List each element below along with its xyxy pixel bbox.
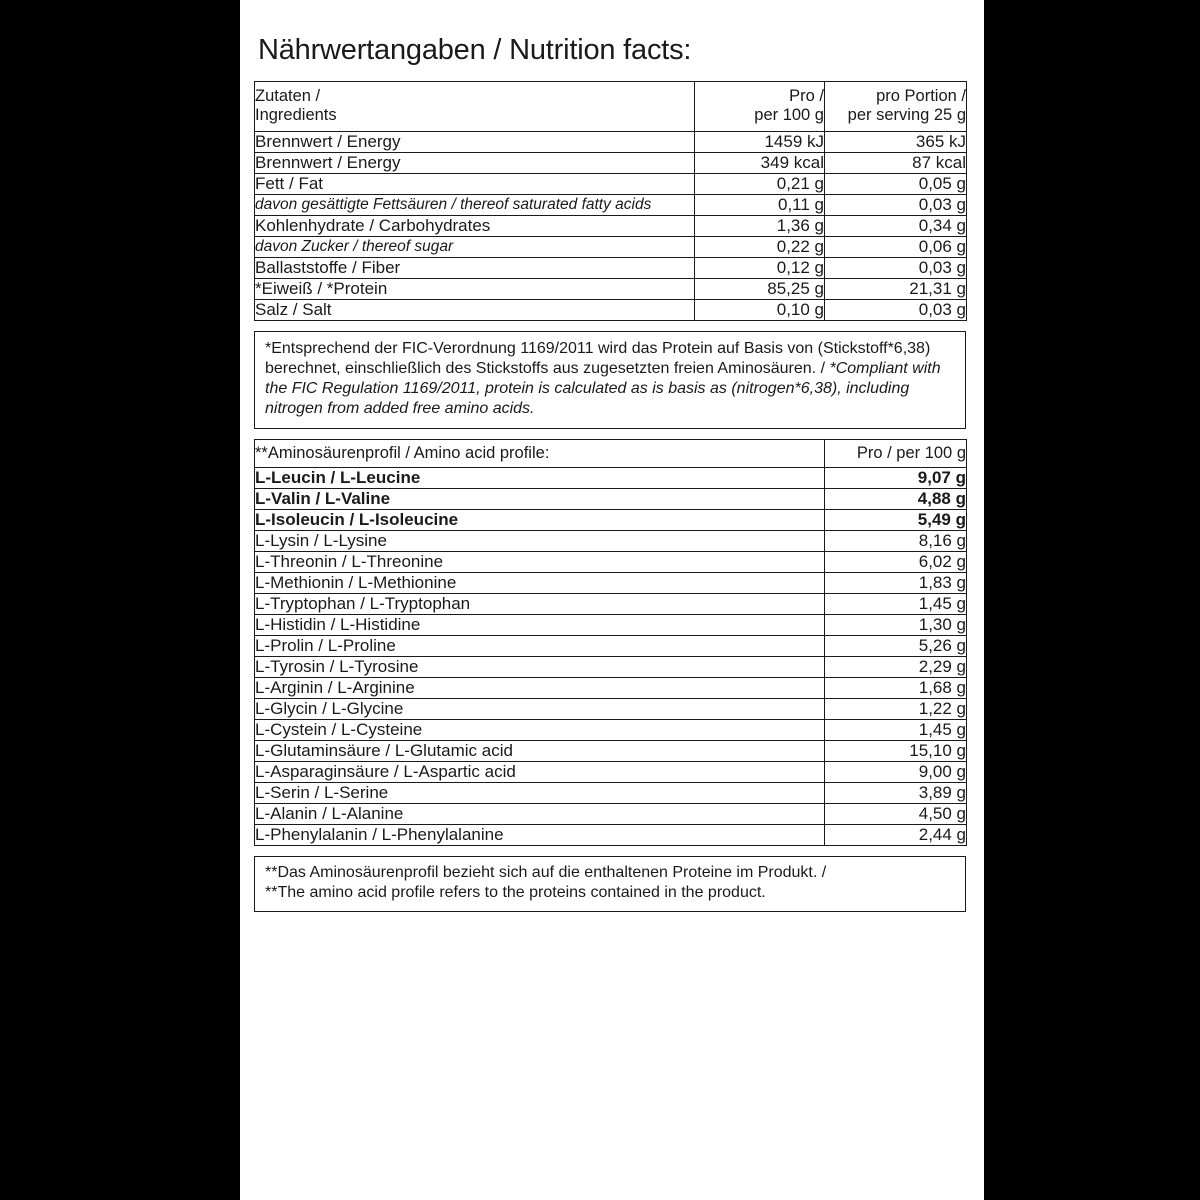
amino-label: L-Valin / L-Valine xyxy=(255,488,825,509)
amino-label: L-Serin / L-Serine xyxy=(255,782,825,803)
row-per100: 0,22 g xyxy=(695,236,825,257)
amino-header-label: **Aminosäurenprofil / Amino acid profile: xyxy=(255,439,825,467)
nutrition-panel xyxy=(240,0,984,1200)
amino-label: L-Tyrosin / L-Tyrosine xyxy=(255,656,825,677)
table-row xyxy=(255,467,967,488)
amino-value: 9,07 g xyxy=(825,467,967,488)
table-row xyxy=(255,236,967,257)
row-perserving: 0,34 g xyxy=(825,215,967,236)
amino-label: L-Phenylalanin / L-Phenylalanine xyxy=(255,824,825,845)
amino-label: L-Glutaminsäure / L-Glutamic acid xyxy=(255,740,825,761)
header-perserving xyxy=(825,82,967,132)
table-row xyxy=(255,614,967,635)
amino-label: L-Tryptophan / L-Tryptophan xyxy=(255,593,825,614)
amino-label: L-Histidin / L-Histidine xyxy=(255,614,825,635)
amino-value: 1,30 g xyxy=(825,614,967,635)
amino-value: 5,26 g xyxy=(825,635,967,656)
row-perserving: 21,31 g xyxy=(825,278,967,299)
table-row xyxy=(255,656,967,677)
header-perserving-en: per serving 25 g xyxy=(847,106,966,125)
amino-value: 4,88 g xyxy=(825,488,967,509)
amino-acid-section xyxy=(250,439,974,846)
table-row xyxy=(255,278,967,299)
table-row xyxy=(255,194,967,215)
amino-value: 8,16 g xyxy=(825,530,967,551)
protein-calculation-note xyxy=(254,331,966,429)
row-label: Fett / Fat xyxy=(255,173,695,194)
amino-label: L-Asparaginsäure / L-Aspartic acid xyxy=(255,761,825,782)
amino-header-value: Pro / per 100 g xyxy=(825,439,967,467)
row-per100: 0,12 g xyxy=(695,257,825,278)
protein-note-en: *Compliant with the FIC Regulation 1169/2011, protein is calculated as is basis as (nitrogen*6,38), including nitrogen from added free amino acids. xyxy=(265,360,941,418)
page-title: Nährwertangaben / Nutrition facts: xyxy=(258,34,692,66)
table-row xyxy=(255,719,967,740)
table-row xyxy=(255,635,967,656)
amino-value: 3,89 g xyxy=(825,782,967,803)
row-label: Ballaststoffe / Fiber xyxy=(255,257,695,278)
header-ingredients xyxy=(255,82,695,132)
table-row xyxy=(255,572,967,593)
row-per100: 0,10 g xyxy=(695,299,825,320)
table-row xyxy=(255,740,967,761)
header-ingredients-en: Ingredients xyxy=(255,106,337,125)
table-row xyxy=(255,488,967,509)
amino-table-header-row xyxy=(255,439,967,467)
table-row xyxy=(255,824,967,845)
row-per100: 1459 kJ xyxy=(695,131,825,152)
amino-acid-table xyxy=(254,439,967,846)
amino-value: 1,68 g xyxy=(825,677,967,698)
row-perserving: 0,03 g xyxy=(825,194,967,215)
row-perserving: 0,06 g xyxy=(825,236,967,257)
amino-value: 4,50 g xyxy=(825,803,967,824)
row-label: *Eiweiß / *Protein xyxy=(255,278,695,299)
amino-value: 2,29 g xyxy=(825,656,967,677)
table-row xyxy=(255,803,967,824)
table-row xyxy=(255,530,967,551)
table-row xyxy=(255,152,967,173)
row-label: davon gesättigte Fettsäuren / thereof saturated fatty acids xyxy=(255,194,695,215)
row-per100: 349 kcal xyxy=(695,152,825,173)
table-row xyxy=(255,698,967,719)
nutrition-table xyxy=(254,81,967,321)
table-row xyxy=(255,173,967,194)
row-per100: 0,11 g xyxy=(695,194,825,215)
table-row xyxy=(255,299,967,320)
amino-label: L-Glycin / L-Glycine xyxy=(255,698,825,719)
row-per100: 85,25 g xyxy=(695,278,825,299)
amino-label: L-Alanin / L-Alanine xyxy=(255,803,825,824)
table-row xyxy=(255,257,967,278)
row-label: Brennwert / Energy xyxy=(255,152,695,173)
amino-value: 6,02 g xyxy=(825,551,967,572)
table-row xyxy=(255,215,967,236)
amino-label: L-Isoleucin / L-Isoleucine xyxy=(255,509,825,530)
right-black-bar xyxy=(984,0,1200,1200)
amino-value: 1,83 g xyxy=(825,572,967,593)
row-per100: 1,36 g xyxy=(695,215,825,236)
table-row xyxy=(255,131,967,152)
row-label: davon Zucker / thereof sugar xyxy=(255,236,695,257)
table-row xyxy=(255,509,967,530)
table-row xyxy=(255,593,967,614)
table-row xyxy=(255,761,967,782)
amino-value: 15,10 g xyxy=(825,740,967,761)
amino-label: L-Arginin / L-Arginine xyxy=(255,677,825,698)
amino-footnote-en: **The amino acid profile refers to the proteins contained in the product. xyxy=(265,884,766,902)
amino-label: L-Cystein / L-Cysteine xyxy=(255,719,825,740)
table-row xyxy=(255,551,967,572)
header-per100-en: per 100 g xyxy=(754,106,824,125)
header-per100 xyxy=(695,82,825,132)
nutrition-table-header-row xyxy=(255,82,967,132)
row-perserving: 0,05 g xyxy=(825,173,967,194)
amino-label: L-Methionin / L-Methionine xyxy=(255,572,825,593)
row-perserving: 0,03 g xyxy=(825,257,967,278)
amino-value: 1,22 g xyxy=(825,698,967,719)
amino-value: 9,00 g xyxy=(825,761,967,782)
row-label: Brennwert / Energy xyxy=(255,131,695,152)
table-row xyxy=(255,677,967,698)
amino-label: L-Prolin / L-Proline xyxy=(255,635,825,656)
amino-value: 2,44 g xyxy=(825,824,967,845)
header-ingredients-de: Zutaten / xyxy=(255,87,321,105)
amino-acid-footnote xyxy=(254,856,966,913)
row-perserving: 87 kcal xyxy=(825,152,967,173)
row-label: Kohlenhydrate / Carbohydrates xyxy=(255,215,695,236)
amino-label: L-Leucin / L-Leucine xyxy=(255,467,825,488)
header-per100-de: Pro / xyxy=(789,87,824,105)
amino-label: L-Threonin / L-Threonine xyxy=(255,551,825,572)
amino-value: 1,45 g xyxy=(825,593,967,614)
amino-label: L-Lysin / L-Lysine xyxy=(255,530,825,551)
header-perserving-de: pro Portion / xyxy=(876,87,966,105)
left-black-bar xyxy=(0,0,240,1200)
table-row xyxy=(255,782,967,803)
amino-value: 1,45 g xyxy=(825,719,967,740)
row-perserving: 365 kJ xyxy=(825,131,967,152)
amino-value: 5,49 g xyxy=(825,509,967,530)
row-label: Salz / Salt xyxy=(255,299,695,320)
row-perserving: 0,03 g xyxy=(825,299,967,320)
amino-footnote-de: **Das Aminosäurenprofil bezieht sich auf die enthaltenen Proteine im Produkt. / xyxy=(265,863,827,881)
row-per100: 0,21 g xyxy=(695,173,825,194)
protein-note-de: *Entsprechend der FIC-Verordnung 1169/2011 wird das Protein auf Basis von (Stickstoff*6,38) berechnet, einschließlich des Stickstoffs aus zugesetzten freien Aminosäuren. / xyxy=(265,339,931,378)
